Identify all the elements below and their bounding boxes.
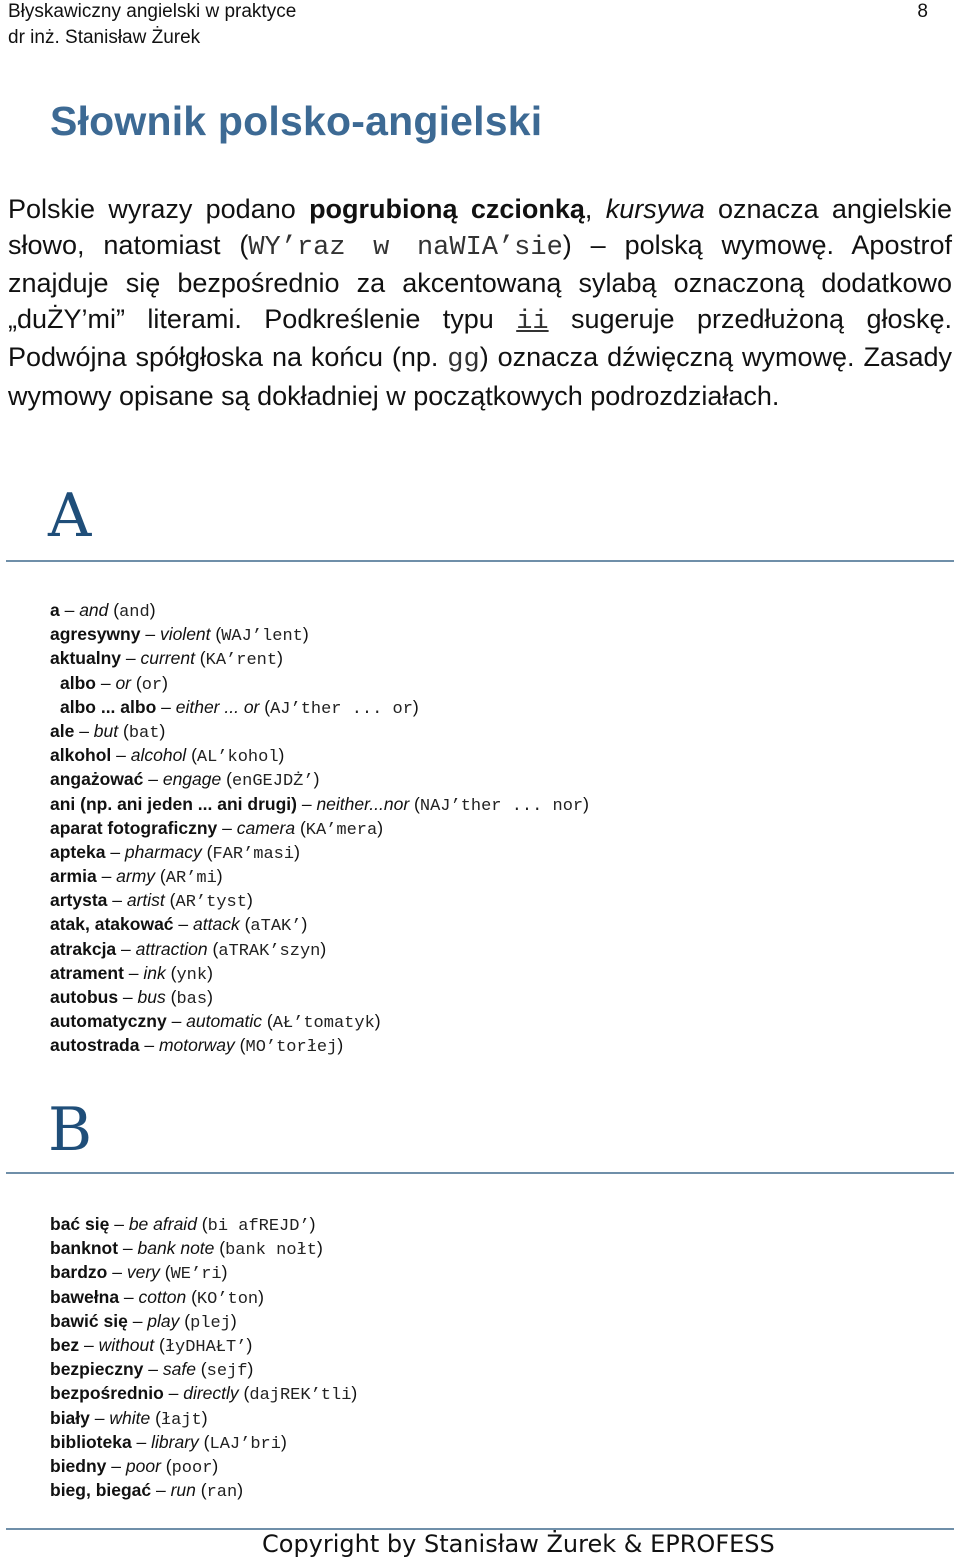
english-word: bank note bbox=[137, 1238, 215, 1259]
polish-word: apteka bbox=[50, 841, 106, 862]
running-header-author: dr inż. Stanisław Żurek bbox=[8, 27, 201, 48]
dictionary-entry: biedny – poor (poor) bbox=[50, 1455, 219, 1478]
dictionary-entry: bać się – be afraid (bi afREJD’) bbox=[50, 1214, 316, 1236]
english-word: current bbox=[140, 648, 195, 669]
english-word: safe bbox=[162, 1359, 196, 1380]
polish-word: agresywny bbox=[50, 624, 141, 645]
pronunciation: ynk bbox=[176, 965, 208, 985]
intro-bold-text: pogrubioną czcionką bbox=[309, 194, 585, 224]
section-letter-b: B bbox=[48, 1095, 93, 1165]
pronunciation: AL’kohol bbox=[196, 748, 279, 768]
polish-word: bezpośrednio bbox=[50, 1383, 164, 1404]
intro-text: , bbox=[584, 194, 606, 224]
polish-word: ani (np. ani jeden ... ani drugi) bbox=[50, 793, 297, 814]
intro-italic-text: kursywa bbox=[605, 194, 705, 224]
polish-word: autobus bbox=[50, 987, 119, 1007]
pronunciation: bank nołt bbox=[225, 1241, 317, 1261]
polish-word: bezpieczny bbox=[50, 1359, 144, 1380]
dictionary-entry: biblioteka – library (LAJ’bri) bbox=[50, 1431, 287, 1454]
pronunciation: WE’ri bbox=[170, 1265, 222, 1285]
pronunciation: AJ’ther ... or bbox=[270, 699, 413, 719]
dictionary-entry: atrakcja – attraction (aTRAK’szyn) bbox=[50, 938, 327, 961]
pronunciation: aTRAK’szyn bbox=[218, 941, 321, 961]
dictionary-entry: albo – or (or) bbox=[60, 672, 168, 695]
dictionary-entry: armia – army (AR’mi) bbox=[50, 866, 223, 889]
polish-word: albo bbox=[60, 672, 96, 693]
section-divider bbox=[6, 1172, 954, 1174]
polish-word: atrament bbox=[50, 962, 124, 983]
entry-list-b bbox=[50, 1212, 357, 1502]
dictionary-entry: aktualny – current (KA’rent) bbox=[50, 648, 283, 671]
section-letter-a: A bbox=[48, 481, 92, 551]
dictionary-entry: bieg, biegać – run (ran) bbox=[50, 1480, 244, 1503]
polish-word: bieg, biegać bbox=[50, 1480, 152, 1501]
pronunciation: łyDHAŁT’ bbox=[164, 1337, 247, 1357]
pronunciation: KA’rent bbox=[205, 651, 278, 671]
intro-text: Polskie wyrazy podano bbox=[8, 194, 310, 224]
english-word: or bbox=[115, 672, 132, 693]
pronunciation: AŁ’tomatyk bbox=[272, 1014, 375, 1034]
polish-word: bawić się bbox=[50, 1310, 128, 1331]
intro-double-consonant-example: gg bbox=[447, 345, 480, 375]
polish-word: atrakcja bbox=[50, 938, 117, 959]
intro-text: ) – polską wymowę. Apostrof znajduje się bezpośrednio za akcentowaną sylabą oznaczoną dodatkowo „duŻY’mi” literami. Podkreślenie typu bbox=[8, 229, 952, 334]
dictionary-entry: autobus – bus (bas) bbox=[50, 987, 213, 1009]
dictionary-entry: artysta – artist (AR’tyst) bbox=[50, 890, 253, 913]
dictionary-entry: atrament – ink (ynk) bbox=[50, 962, 213, 985]
english-word: bus bbox=[137, 987, 166, 1007]
intro-underline-example: ii bbox=[516, 306, 549, 337]
dictionary-entry: albo ... albo – either ... or (AJ’ther ... or) bbox=[60, 696, 419, 719]
english-word: army bbox=[116, 866, 156, 887]
pronunciation: bi afREJD’ bbox=[207, 1217, 310, 1236]
dictionary-entry: ani (np. ani jeden ... ani drugi) – neither...nor (NAJ’ther ... nor) bbox=[50, 793, 589, 816]
english-word: either ... or bbox=[175, 696, 260, 717]
pronunciation: MO’torłej bbox=[245, 1038, 338, 1058]
english-word: white bbox=[109, 1407, 151, 1428]
polish-word: bardzo bbox=[50, 1262, 108, 1283]
english-word: ink bbox=[143, 962, 166, 983]
english-word: violent bbox=[159, 624, 211, 645]
english-word: and bbox=[79, 600, 109, 620]
polish-word: banknot bbox=[50, 1238, 119, 1259]
polish-word: artysta bbox=[50, 890, 108, 911]
dictionary-entry: apteka – pharmacy (FAR’masi) bbox=[50, 841, 300, 864]
english-word: attraction bbox=[135, 938, 208, 959]
polish-word: autostrada bbox=[50, 1035, 140, 1056]
dictionary-entry: automatyczny – automatic (AŁ’tomatyk) bbox=[50, 1011, 381, 1034]
polish-word: bać się bbox=[50, 1214, 110, 1234]
pronunciation: LAJ’bri bbox=[209, 1434, 281, 1454]
english-word: artist bbox=[126, 890, 165, 911]
page-number: 8 bbox=[917, 1, 928, 22]
polish-word: biedny bbox=[50, 1455, 107, 1476]
dictionary-entry: bezpieczny – safe (sejf) bbox=[50, 1359, 254, 1382]
english-word: motorway bbox=[158, 1035, 235, 1056]
dictionary-entry: ale – but (bat) bbox=[50, 720, 166, 743]
dictionary-entry: bez – without (łyDHAŁT’) bbox=[50, 1334, 253, 1357]
dictionary-entry: biały – white (łajt) bbox=[50, 1407, 208, 1430]
dictionary-entry: angażować – engage (enGEJDŻ’) bbox=[50, 769, 320, 792]
intro-text: oznacza angielskie słowo, natomiast ( bbox=[8, 194, 952, 260]
pronunciation: bas bbox=[176, 990, 208, 1009]
pronunciation: AR’tyst bbox=[175, 893, 247, 913]
footer-copyright: Copyright by Stanisław Żurek & EPROFESS bbox=[262, 1530, 775, 1558]
pronunciation: enGEJDŻ’ bbox=[231, 772, 314, 792]
dictionary-entry: agresywny – violent (WAJ’lent) bbox=[50, 624, 309, 647]
entry-list-a bbox=[50, 598, 589, 1058]
english-word: automatic bbox=[186, 1011, 263, 1032]
english-word: cotton bbox=[138, 1286, 187, 1307]
english-word: library bbox=[151, 1431, 199, 1452]
dictionary-entry: bardzo – very (WE’ri) bbox=[50, 1262, 228, 1285]
pronunciation: łajt bbox=[160, 1410, 202, 1430]
dictionary-entry: banknot – bank note (bank nołt) bbox=[50, 1238, 323, 1261]
polish-word: alkohol bbox=[50, 745, 112, 766]
intro-pronunciation-example: WY’raz w naWIA’sie bbox=[248, 232, 563, 263]
pronunciation: aTAK’ bbox=[250, 917, 302, 937]
polish-word: aktualny bbox=[50, 648, 121, 669]
dictionary-entry: bawełna – cotton (KO’ton) bbox=[50, 1286, 264, 1309]
pronunciation: dajREK’tli bbox=[249, 1386, 352, 1406]
pronunciation: WAJ’lent bbox=[221, 627, 303, 647]
polish-word: bawełna bbox=[50, 1286, 120, 1307]
english-word: alcohol bbox=[130, 745, 187, 766]
polish-word: atak, atakować bbox=[50, 914, 174, 935]
pronunciation: poor bbox=[171, 1458, 213, 1478]
english-word: directly bbox=[183, 1383, 239, 1404]
page-heading: Słownik polsko-angielski bbox=[50, 98, 543, 144]
polish-word: albo ... albo bbox=[60, 696, 157, 717]
polish-word: angażować bbox=[50, 769, 144, 790]
english-word: engage bbox=[162, 769, 222, 790]
english-word: pharmacy bbox=[124, 841, 202, 862]
english-word: attack bbox=[193, 914, 240, 935]
pronunciation: AR’mi bbox=[165, 869, 217, 889]
dictionary-entry: a – and (and) bbox=[50, 600, 156, 622]
english-word: be afraid bbox=[128, 1214, 197, 1234]
pronunciation: plej bbox=[190, 1313, 231, 1333]
pronunciation: sejf bbox=[206, 1362, 248, 1382]
intro-text: sugeruje przedłużoną głoskę. Podwójna spółgłoska na końcu (np. bbox=[8, 303, 952, 372]
polish-word: automatyczny bbox=[50, 1011, 167, 1032]
intro-paragraph bbox=[8, 192, 952, 414]
dictionary-entry: atak, atakować – attack (aTAK’) bbox=[50, 914, 308, 937]
english-word: but bbox=[93, 720, 119, 741]
polish-word: aparat fotograficzny bbox=[50, 817, 218, 838]
pronunciation: or bbox=[141, 675, 163, 695]
english-word: neither...nor bbox=[316, 793, 410, 814]
english-word: run bbox=[170, 1480, 196, 1501]
english-word: without bbox=[98, 1334, 155, 1355]
english-word: poor bbox=[125, 1455, 161, 1476]
pronunciation: KA’mera bbox=[305, 820, 378, 840]
pronunciation: NAJ’ther ... nor bbox=[419, 796, 584, 816]
dictionary-entry: bawić się – play (plej) bbox=[50, 1310, 237, 1333]
running-header-title: Błyskawiczny angielski w praktyce bbox=[8, 1, 297, 22]
pronunciation: and bbox=[119, 603, 150, 622]
polish-word: biały bbox=[50, 1407, 90, 1428]
section-divider bbox=[6, 560, 954, 562]
dictionary-entry: bezpośrednio – directly (dajREK’tli) bbox=[50, 1383, 358, 1406]
dictionary-entry: autostrada – motorway (MO’torłej) bbox=[50, 1035, 344, 1058]
intro-text: ) oznacza dźwięczną wymowę. Zasady wymowy opisane są dokładniej w początkowych podrozdziałach. bbox=[8, 342, 953, 411]
pronunciation: FAR’masi bbox=[212, 844, 295, 864]
english-word: camera bbox=[236, 817, 296, 838]
dictionary-entry: alkohol – alcohol (AL’kohol) bbox=[50, 745, 285, 768]
pronunciation: KO’ton bbox=[196, 1289, 259, 1309]
english-word: very bbox=[126, 1262, 160, 1283]
pronunciation: ran bbox=[206, 1483, 238, 1503]
dictionary-entry: aparat fotograficzny – camera (KA’mera) bbox=[50, 817, 384, 840]
polish-word: a bbox=[50, 600, 60, 620]
polish-word: ale bbox=[50, 720, 75, 741]
pronunciation: bat bbox=[128, 723, 160, 743]
polish-word: bez bbox=[50, 1334, 80, 1355]
polish-word: armia bbox=[50, 866, 97, 887]
english-word: play bbox=[147, 1310, 180, 1331]
polish-word: biblioteka bbox=[50, 1431, 132, 1452]
